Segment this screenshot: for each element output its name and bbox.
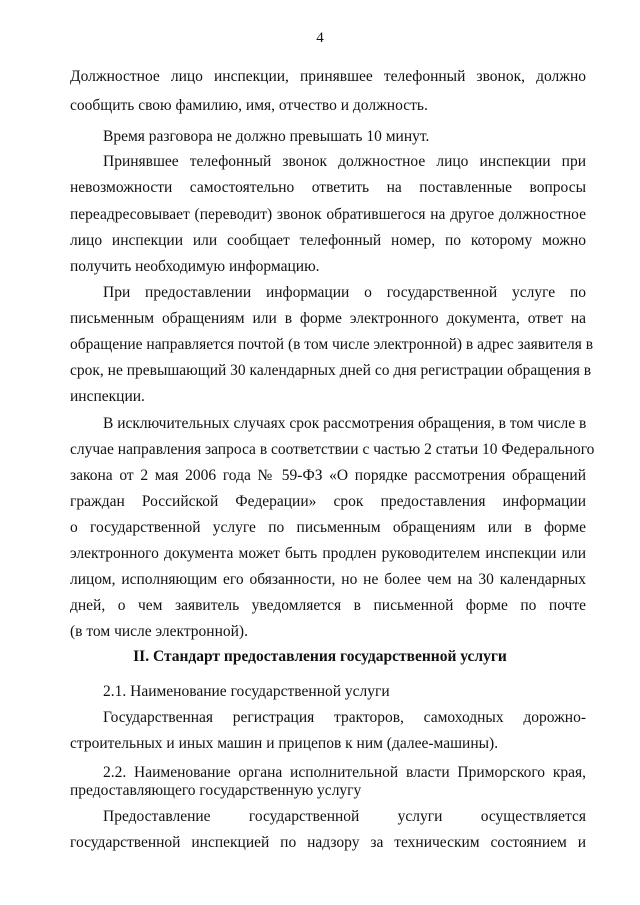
text-line: строительных и иных машин и прицепов к ним (далее-машины). xyxy=(70,735,499,752)
text-line: инспекции. xyxy=(70,388,145,405)
text-line: о государственной услуге по письменным обращениям или в форме xyxy=(70,519,586,536)
text-line: Государственная регистрация тракторов, самоходных дорожно- xyxy=(103,709,586,726)
text-line: письменным обращениям или в форме электронного документа, ответ на xyxy=(70,310,586,327)
subsection-title: 2.2. Наименование органа исполнительной власти Приморского края, xyxy=(103,764,586,781)
text-line: электронного документа может быть продлен руководителем инспекции или xyxy=(70,545,586,562)
text-line: Предоставление государственной услуги осуществляется xyxy=(103,808,586,825)
text-line: получить необходимую информацию. xyxy=(70,258,320,275)
page-number: 4 xyxy=(316,30,324,46)
text-line: сообщить свою фамилию, имя, отчество и должность. xyxy=(70,97,428,114)
section-heading: II. Стандарт предоставления государственной услуги xyxy=(133,648,507,665)
text-line: (в том числе электронной). xyxy=(70,623,248,640)
text-line: дней, о чем заявитель уведомляется в письменной форме по почте xyxy=(70,597,586,614)
text-line: обращение направляется почтой (в том числе электронной) в адрес заявителя в xyxy=(70,336,594,353)
text-line: Должностное лицо инспекции, принявшее телефонный звонок, должно xyxy=(70,68,586,85)
subsection-title: 2.1. Наименование государственной услуги xyxy=(103,683,390,700)
text-line: граждан Российской Федерации» срок предоставления информации xyxy=(70,493,586,510)
text-line: лицо инспекции или сообщает телефонный номер, по которому можно xyxy=(70,232,586,249)
text-line: срок, не превышающий 30 календарных дней со дня регистрации обращения в xyxy=(70,362,592,379)
subsection-title: предоставляющего государственную услугу xyxy=(70,782,362,799)
text-line: государственной инспекцией по надзору за техническим состоянием и xyxy=(70,834,586,851)
text-line: При предоставлении информации о государственной услуге по xyxy=(103,284,586,301)
text-line: случае направления запроса в соответствии с частью 2 статьи 10 Федерального xyxy=(70,441,595,458)
text-line: закона от 2 мая 2006 года № 59-ФЗ «О порядке рассмотрения обращений xyxy=(70,467,586,484)
text-line: переадресовывает (переводит) звонок обратившегося на другое должностное xyxy=(70,206,586,223)
text-line: В исключительных случаях срок рассмотрения обращения, в том числе в xyxy=(103,415,587,432)
text-line: невозможности самостоятельно ответить на поставленные вопросы xyxy=(70,179,586,196)
text-line: Принявшее телефонный звонок должностное лицо инспекции при xyxy=(103,153,586,170)
text-line: лицом, исполняющим его обязанности, но не более чем на 30 календарных xyxy=(70,571,586,588)
text-line: Время разговора не должно превышать 10 минут. xyxy=(103,128,430,145)
